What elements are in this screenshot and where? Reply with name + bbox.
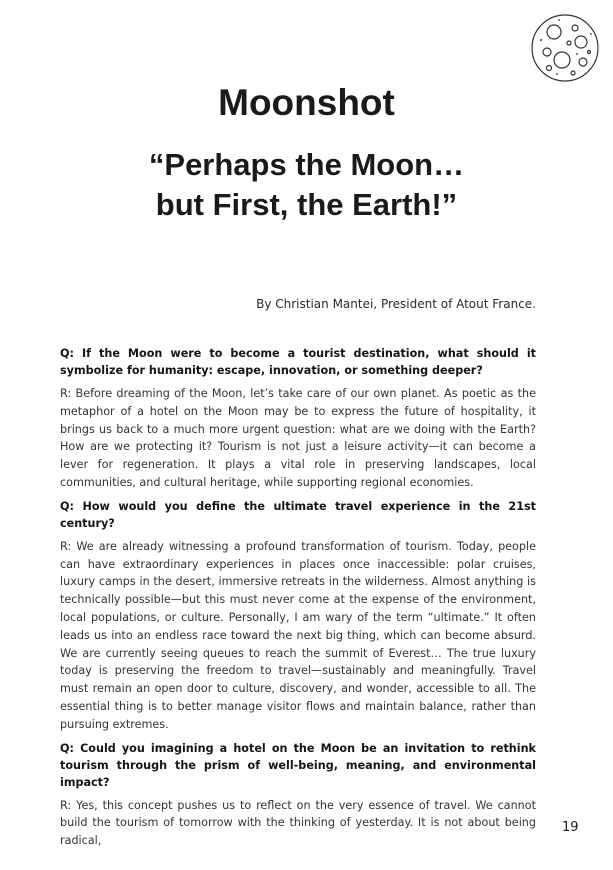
moon-icon (529, 12, 601, 84)
page-subtitle (0, 145, 613, 225)
page-title: Moonshot (218, 82, 395, 123)
subtitle-line-1: “Perhaps the Moon… (148, 147, 465, 182)
author-byline: By Christian Mantei, President of Atout France. (256, 297, 536, 311)
answer-3: R: Yes, this concept pushes us to reflect on the very essence of travel. We cannot build the tourism of tomorrow with the thinking of yesterday. It is not about being radical, (60, 798, 536, 848)
question-3: Q: Could you imagining a hotel on the Moon be an invitation to rethink tourism through the prism of well-being, meaning, and environmental impact? (60, 741, 536, 789)
answer-1: R: Before dreaming of the Moon, let’s take care of our own planet. As poetic as the metaphor of a hotel on the Moon may be to express the future of hospitality, it brings us back to a much more urgent question: what are we doing with the Earth? How are we protecting it? Tourism is not just a leisure activity—it can become a lever for regeneration. It plays a vital role in preserving landscapes, local communities, and cultural heritage, while supporting regional economies. (60, 387, 536, 489)
answer-2: R: We are already witnessing a profound transformation of tourism. Today, people can have extraordinary experiences in places once inaccessible: polar cruises, luxury camps in the desert, immersive retreats in the wilderness. Almost anything is technically possible—but this must never come at the expense of the environment, local populations, or culture. Personally, I am wary of the term “ultimate.” It often leads us into an endless race toward the next big thing, which can become absurd. We are currently seeing queues to reach the summit of Everest… The true luxury today is preserving the freedom to travel—sustainably and meaningfully. Travel must remain an open door to culture, discovery, and wonder, accessible to all. The essential thing is to better manage visitor flows and maintain balance, rather than pursuing extremes. (60, 539, 536, 731)
question-1: Q: If the Moon were to become a tourist destination, what should it symbolize for humanity: escape, innovation, or something deeper? (60, 347, 536, 377)
page-number: 19 (562, 820, 579, 835)
subtitle-line-2: but First, the Earth!” (155, 187, 458, 222)
interview-body (60, 345, 536, 856)
question-2: Q: How would you define the ultimate travel experience in the 21st century? (60, 499, 536, 530)
